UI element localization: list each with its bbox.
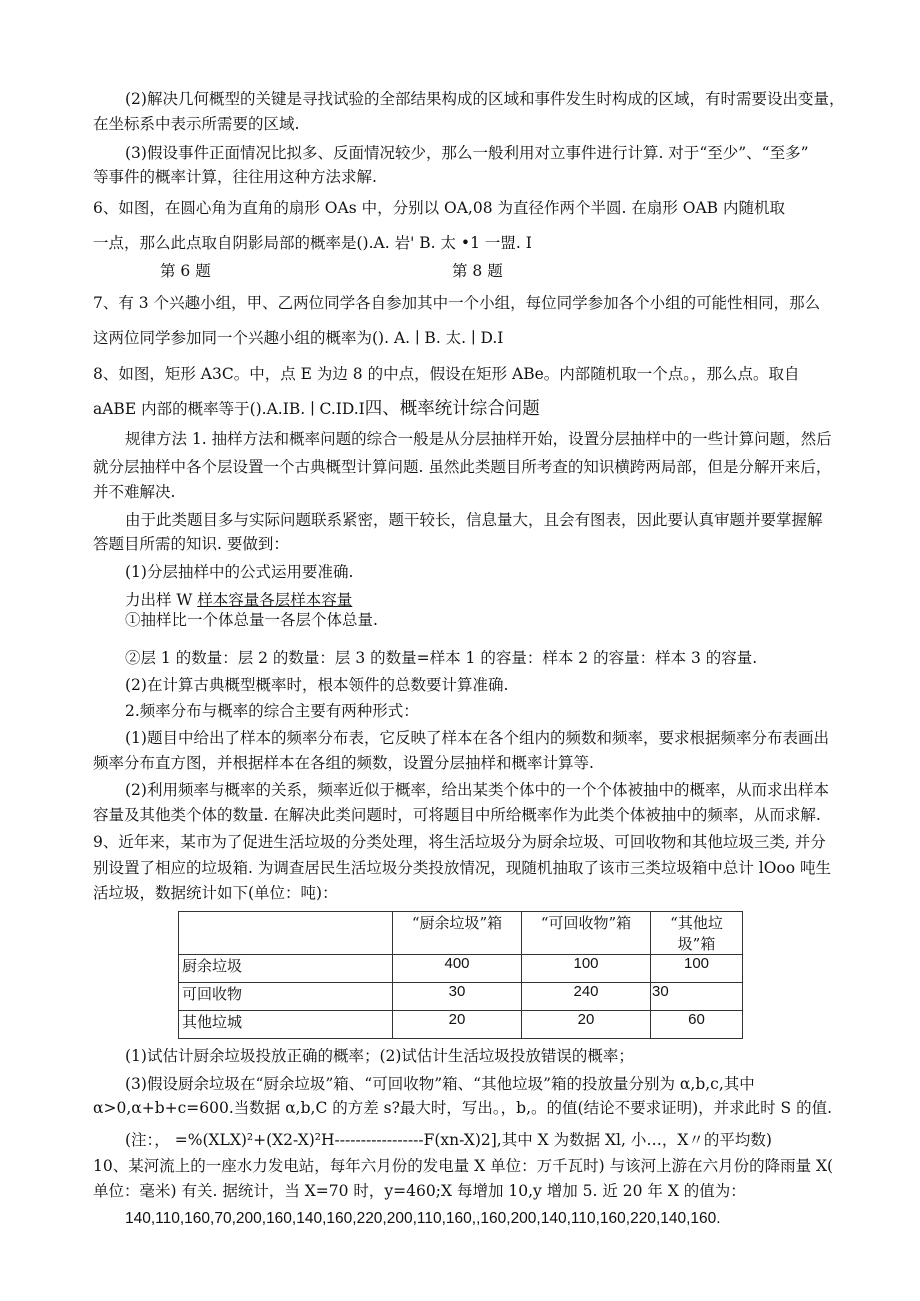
text-line: 由于此类题目多与实际问题联系紧密，题干较长，信息量大，且会有图表，因此要认真审题并要掌握解 <box>125 511 823 529</box>
question-7-options: 这两位同学参加同一个兴趣小组的概率为(). A. ∣ B. 太. ∣ D.I <box>93 329 504 347</box>
table-row <box>179 1011 743 1039</box>
garbage-data-table <box>178 911 743 1039</box>
question-10: 10、某河流上的一座水力发电站，每年六月份的发电量 X 单位：万千瓦时) 与该河上游在六月份的降雨量 X( <box>93 1157 834 1175</box>
table-row <box>179 955 743 983</box>
formula-numerator: 样本容量各层样本容量 <box>197 591 353 609</box>
text-line: 就分层抽样中各个层设置一个古典概型计算问题. 虽然此类题目所考查的知识横跨两局部，但是分解开来后， <box>93 458 832 476</box>
table-cell: 30 <box>393 983 522 1011</box>
question-9-line: 活垃圾，数据统计如下(单位：吨)： <box>93 884 338 902</box>
table-header-cell: “厨余垃圾”箱 <box>393 912 522 955</box>
table-cell: 100 <box>651 955 743 983</box>
question-6: 6、如图，在圆心角为直角的扇形 OAs 中，分别以 OA,08 为直径作两个半圆. 在扇形 OAB 内随机取 <box>93 199 785 217</box>
table-cell: 60 <box>651 1011 743 1039</box>
figure-8-caption: 第 8 题 <box>452 262 503 280</box>
text-line: (1)题目中给出了样本的频率分布表，它反映了样本在各个组内的频数和频率，要求根据频率分布表画出 <box>125 729 829 747</box>
question-10-data: 140,110,160,70,200,160,140,160,220,200,110,160,,160,200,140,110,160,220,140,160. <box>125 1210 721 1227</box>
text-line: 容量及其他类个体的数量. 在解决此类问题时，可将题目中所给概率作为此类个体被抽中的频率，从而求解. <box>93 806 821 824</box>
table-header-row <box>179 912 743 955</box>
text-line: (2)在计算古典概型概率时，根本领件的总数要计算准确. <box>125 676 509 694</box>
question-8: 8、如图，矩形 A3C。中，点 E 为边 8 的中点，假设在矩形 ABe。内部随机取一个点。，那么点。取自 <box>93 365 800 383</box>
table-row <box>179 983 743 1011</box>
table-header-cell: “可回收物”箱 <box>522 912 651 955</box>
text-line: 等事件的概率计算，往往用这种方法求解. <box>93 168 377 186</box>
text-line: 频率分布直方图，并根据样本在各组的频数，设置分层抽样和概率计算等. <box>93 754 594 772</box>
text-line: 规律方法 1. 抽样方法和概率问题的综合一般是从分层抽样开始，设置分层抽样中的一些计算问题，然后 <box>125 430 832 448</box>
table-cell: 100 <box>522 955 651 983</box>
section-heading: 四、概率统计综合问题 <box>364 399 540 419</box>
table-cell: 20 <box>393 1011 522 1039</box>
question-6-options: 一点，那么此点取自阴影局部的概率是().A. 岩' B. 太 •1 一盟. I <box>93 234 532 252</box>
table-cell: 400 <box>393 955 522 983</box>
table-cell: 240 <box>522 983 651 1011</box>
text-line: ②层 1 的数量：层 2 的数量：层 3 的数量=样本 1 的容量：样本 2 的容量：样本 3 的容量. <box>125 649 758 667</box>
text-line: 并不难解决. <box>93 483 176 501</box>
table-header-cell: “其他垃圾”箱 <box>651 912 743 955</box>
text-line: (2)利用频率与概率的关系，频率近似于概率，给出某类个体中的一个个体被抽中的概率，从而求出样本 <box>125 781 829 799</box>
text-line: 2.频率分布与概率的综合主要有两种形式： <box>125 702 419 720</box>
question-9-part: (1)试估计厨余垃圾投放正确的概率；(2)试估计生活垃圾投放错误的概率； <box>125 1047 634 1065</box>
formula-line <box>125 589 352 611</box>
formula-label: 力出样 W <box>125 591 198 609</box>
text-line: 在坐标系中表示所需要的区域. <box>93 115 300 133</box>
question-7: 7、有 3 个兴趣小组，甲、乙两位同学各自参加其中一个小组，每位同学参加各个小组的可能性相同，那么 <box>93 294 821 312</box>
row-label: 厨余垃圾 <box>179 955 393 983</box>
row-label: 可回收物 <box>179 983 393 1011</box>
table-cell: 20 <box>522 1011 651 1039</box>
table-cell: 30 <box>651 983 743 1011</box>
text-line: (2)解决几何概型的关键是寻找试验的全部结果构成的区域和事件发生时构成的区域，有时需要设出变量， <box>125 90 845 108</box>
row-label: 其他垃城 <box>179 1011 393 1039</box>
question-9-part: α>0,α+b+c=600.当数据 α,b,C 的方差 s?最大时，写出。，b,。的值(结论不要求证明)，并求此时 S 的值. <box>93 1099 833 1117</box>
question-10-line: 单位：毫米) 有关. 据统计，当 X=70 时，y=460;X 每增加 10,y 增加 5. 近 20 年 X 的值为： <box>93 1182 746 1200</box>
text-line: (3)假设事件正面情况比拟多、反面情况较少，那么一般利用对立事件进行计算. 对于“至少”、“至多” <box>125 144 809 162</box>
question-9: 9、近年来，某市为了促进生活垃圾的分类处理，将生活垃圾分为厨余垃圾、可回收物和其他垃圾三类, 并分 <box>93 833 826 851</box>
text-line: ①抽样比一个体总量一各层个体总量. <box>125 611 378 629</box>
question-9-note: (注：， =%(XLX)²+(X2-X)²H-----------------F(xn-X)2],其中 X 为数据 Xl, 小…，X〃的平均数) <box>125 1131 772 1149</box>
question-9-line: 别设置了相应的垃圾箱. 为调查居民生活垃圾分类投放情况，现随机抽取了该市三类垃圾箱中总计 lOoo 吨生 <box>93 859 832 877</box>
question-8-options-text: aABE 内部的概率等于().A.IB. ∣ C.ID.I <box>93 400 365 418</box>
question-8-options <box>93 398 540 420</box>
table-header-cell <box>179 912 393 955</box>
question-9-part: (3)假设厨余垃圾在“厨余垃圾”箱、“可回收物”箱、“其他垃圾”箱的投放量分别为 α,b,c,其中 <box>125 1075 755 1093</box>
text-line: 答题目所需的知识. 要做到： <box>93 535 289 553</box>
text-line: (1)分层抽样中的公式运用要准确. <box>125 563 354 581</box>
figure-6-caption: 第 6 题 <box>160 262 211 280</box>
